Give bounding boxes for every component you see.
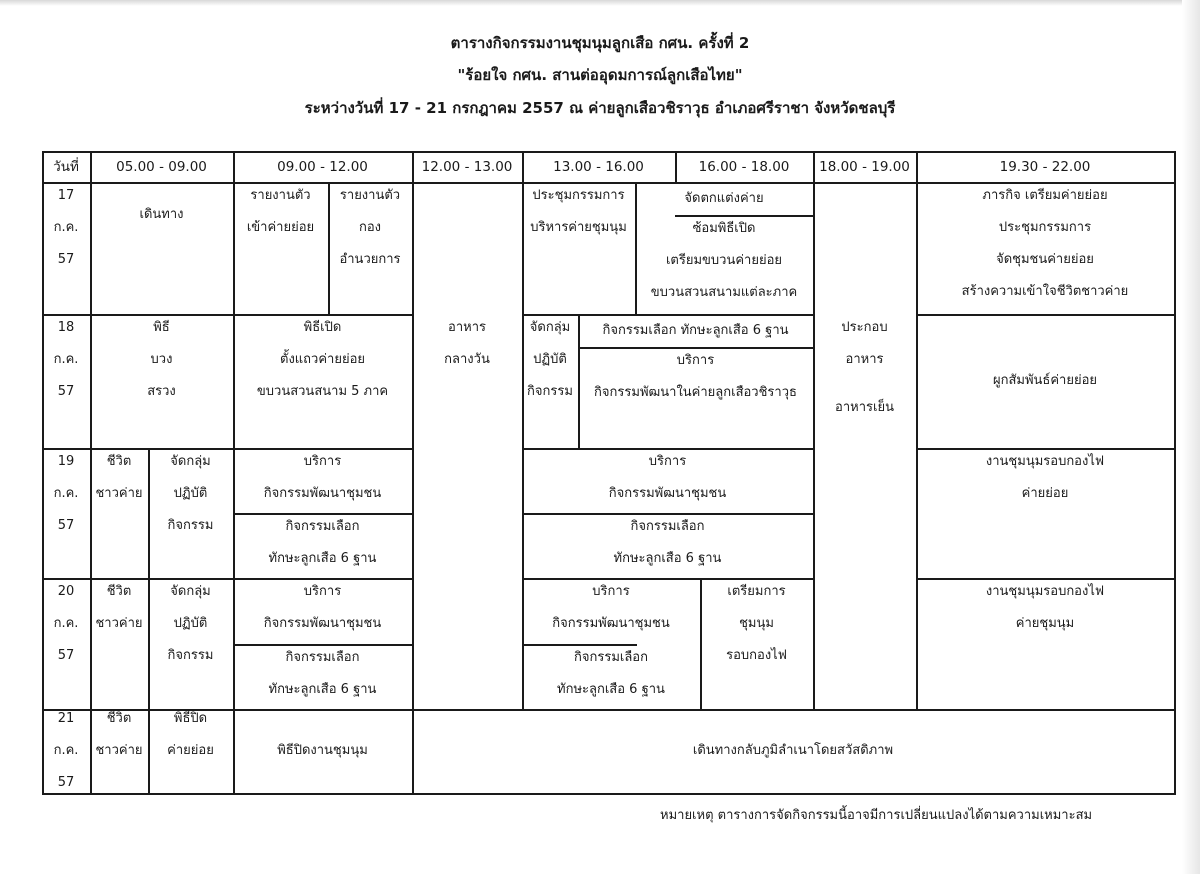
cell-18-elective-line-1: กิจกรรมเลือก ทักษะลูกเสือ 6 ฐาน <box>602 322 789 338</box>
cell-17-report-group-line-1: รายงานตัว <box>339 188 401 203</box>
cell-19-elective-pm-line-2: ทักษะลูกเสือ 6 ฐาน <box>613 551 722 566</box>
hdr-1618 <box>675 151 813 182</box>
cell-17-meeting-line-2: บริหารค่ายชุมนุม <box>530 220 627 235</box>
cell-19-camp-life-line-1: ชีวิต <box>106 454 132 469</box>
cell-18-service-line-1: บริการ <box>676 353 715 368</box>
cell-18-group-activity-line-2: ปฏิบัติ <box>533 352 567 367</box>
cell-19-camp-life-line-2: ชาวค่าย <box>95 486 143 501</box>
document-date-venue: ระหว่างวันที่ 17 - 21 กรกฎาคม 2557 ณ ค่ายลูกเสือวชิราวุธ อำเภอศรีราชา จังหวัดชลบุรี <box>304 99 896 117</box>
cell-19-group-activity <box>148 448 233 578</box>
cell-18-elective <box>578 314 813 347</box>
cell-19-service-pm-line-1: บริการ <box>648 454 687 469</box>
cell-20-elective-am-line-1: กิจกรรมเลือก <box>285 650 360 665</box>
cell-dinner-line-4: อาหารเย็น <box>835 400 894 415</box>
day-20-line-1: 20 <box>57 584 75 599</box>
cell-20-service-pm-line-2: กิจกรรมพัฒนาชุมชน <box>552 616 670 631</box>
document-subtitle: "ร้อยใจ กศน. สานต่ออุดมการณ์ลูกเสือไทย" <box>457 66 743 84</box>
cell-20-group-activity <box>148 578 233 709</box>
cell-lunch-line-1: อาหาร <box>448 320 486 335</box>
cell-19-service-am <box>233 448 412 513</box>
day-18 <box>42 314 90 448</box>
day-19-line-2: ก.ค. <box>53 486 79 501</box>
day-21-line-2: ก.ค. <box>53 743 79 758</box>
cell-17-evening-line-1: ภารกิจ เตรียมค่ายย่อย <box>982 188 1108 203</box>
cell-20-service-pm <box>522 578 700 644</box>
cell-18-relations <box>916 314 1174 448</box>
cell-20-camp-life-line-1: ชีวิต <box>106 584 132 599</box>
cell-dinner <box>813 314 916 448</box>
cell-18-relations-line-1: ผูกสัมพันธ์ค่ายย่อย <box>992 373 1098 388</box>
cell-20-prepare-line-1: เตรียมการ <box>727 584 786 599</box>
cell-21-closing <box>233 709 412 793</box>
day-17-line-3: 57 <box>57 252 75 267</box>
cell-19-service-am-line-2: กิจกรรมพัฒนาชุมชน <box>263 486 382 501</box>
day-20-line-3: 57 <box>57 648 75 663</box>
cell-dinner-line-1: ประกอบ <box>841 320 888 335</box>
cell-19-group-activity-line-3: กิจกรรม <box>167 518 214 533</box>
cell-17-decorate-line-1: จัดตกแต่งค่าย <box>684 190 764 206</box>
cell-20-elective-pm-line-2: ทักษะลูกเสือ 6 ฐาน <box>557 682 665 697</box>
hdr-0912-line-1: 09.00 - 12.00 <box>277 158 368 175</box>
hdr-1922 <box>916 151 1174 182</box>
day-17 <box>42 182 90 314</box>
cell-19-camp-life <box>90 448 148 578</box>
cell-17-evening <box>916 182 1174 314</box>
cell-17-report-group-line-3: อำนวยการ <box>339 252 401 267</box>
cell-17-evening-line-2: ประชุมกรรมการ <box>998 220 1092 235</box>
cell-19-group-activity-line-2: ปฏิบัติ <box>173 486 208 501</box>
cell-17-meeting <box>522 182 635 314</box>
cell-17-meeting-line-1: ประชุมกรรมการ <box>532 188 625 203</box>
hdr-1213 <box>412 151 522 182</box>
day-20-line-2: ก.ค. <box>53 616 79 631</box>
day-17-line-1: 17 <box>57 188 75 203</box>
hdr-0509-line-1: 05.00 - 09.00 <box>116 158 207 175</box>
cell-17-report-group <box>328 182 412 314</box>
cell-21-closing-subcamp-line-2: ค่ายย่อย <box>167 743 214 758</box>
cell-20-prepare-line-2: ชุมนุม <box>739 616 774 631</box>
cell-18-worship-line-3: สรวง <box>147 384 176 399</box>
cell-21-camp-life-line-1: ชีวิต <box>106 711 132 726</box>
day-21-line-3: 57 <box>57 775 75 790</box>
hdr-day <box>42 151 90 182</box>
day-18-line-2: ก.ค. <box>53 352 79 367</box>
cell-17-rehearsal <box>635 215 813 314</box>
cell-18-group-activity-line-3: กิจกรรม <box>527 384 573 399</box>
hdr-1316-line-1: 13.00 - 16.00 <box>553 158 644 175</box>
cell-19-campfire-line-2: ค่ายย่อย <box>1021 486 1069 501</box>
hdr-0912 <box>233 151 412 182</box>
cell-19-service-am-line-1: บริการ <box>303 454 342 469</box>
cell-20-prepare <box>700 578 813 709</box>
cell-18-worship-line-1: พิธี <box>153 320 170 335</box>
cell-17-rehearsal-line-1: ซ้อมพิธีเปิด <box>692 221 756 236</box>
hdr-1922-line-1: 19.30 - 22.00 <box>999 158 1091 175</box>
cell-19-elective-am-line-1: กิจกรรมเลือก <box>285 519 360 534</box>
cell-17-rehearsal-line-2: เตรียมขบวนค่ายย่อย <box>665 253 783 268</box>
cell-19-group-activity-line-1: จัดกลุ่ม <box>170 454 211 469</box>
cell-19-campfire-line-1: งานชุมนุมรอบกองไฟ <box>985 454 1105 469</box>
cell-17-decorate <box>635 182 813 215</box>
cell-20-group-activity-line-3: กิจกรรม <box>167 648 214 663</box>
cell-19-elective-pm <box>522 513 813 578</box>
hdr-1819-line-1: 18.00 - 19.00 <box>819 158 910 175</box>
cell-20-elective-pm <box>522 644 700 709</box>
col-0912 <box>412 151 414 795</box>
cell-21-return-line-1: เดินทางกลับภูมิลำเนาโดยสวัสดิภาพ <box>692 743 894 758</box>
day-19 <box>42 448 90 578</box>
day-19-line-3: 57 <box>57 518 75 533</box>
cell-20-group-activity-line-2: ปฏิบัติ <box>173 616 208 631</box>
cell-17-travel-line-1: เดินทาง <box>139 207 184 222</box>
cell-18-opening <box>233 314 412 448</box>
table-border-bottom <box>42 793 1176 795</box>
cell-19-service-pm <box>522 448 813 513</box>
cell-20-group-activity-line-1: จัดกลุ่ม <box>170 584 211 599</box>
day-17-line-2: ก.ค. <box>53 220 79 235</box>
hdr-1819 <box>813 151 916 182</box>
cell-17-travel <box>90 182 233 248</box>
table-border-right <box>1174 151 1176 795</box>
cell-20-elective-pm-line-1: กิจกรรมเลือก <box>574 650 648 665</box>
hdr-day-line-1: วันที่ <box>53 158 79 175</box>
day-18-line-1: 18 <box>57 320 75 335</box>
cell-20-campfire-line-2: ค่ายชุมนุม <box>1015 616 1075 631</box>
cell-20-camp-life-line-2: ชาวค่าย <box>95 616 143 631</box>
footnote: หมายเหตุ ตารางการจัดกิจกรรมนี้อาจมีการเปลี่ยนแปลงได้ตามความเหมาะสม <box>660 808 1093 823</box>
cell-18-group-activity <box>522 314 578 448</box>
day-20 <box>42 578 90 709</box>
cell-18-opening-line-3: ขบวนสวนสนาม 5 ภาค <box>256 384 389 399</box>
cell-20-service-pm-line-1: บริการ <box>592 584 630 599</box>
cell-18-worship-line-2: บวง <box>150 352 173 367</box>
cell-19-service-pm-line-2: กิจกรรมพัฒนาชุมชน <box>608 486 727 501</box>
cell-18-group-activity-line-1: จัดกลุ่ม <box>529 320 571 335</box>
cell-21-return <box>412 709 1174 793</box>
cell-17-evening-line-3: จัดชุมชนค่ายย่อย <box>996 252 1094 267</box>
cell-21-closing-line-1: พิธีปิดงานชุมนุม <box>277 743 368 758</box>
cell-17-report-subcamp-line-1: รายงานตัว <box>250 188 311 203</box>
cell-21-camp-life <box>90 709 148 793</box>
cell-20-prepare-line-3: รอบกองไฟ <box>726 648 787 663</box>
hdr-1618-line-1: 16.00 - 18.00 <box>698 158 790 175</box>
cell-20-service-am-line-1: บริการ <box>303 584 342 599</box>
cell-17-rehearsal-line-3: ขบวนสวนสนามแต่ละภาค <box>650 285 798 300</box>
cell-20-camp-life <box>90 578 148 709</box>
cell-19-elective-am-line-2: ทักษะลูกเสือ 6 ฐาน <box>268 551 377 566</box>
day-19-line-1: 19 <box>57 454 75 469</box>
day-21-line-1: 21 <box>57 711 75 726</box>
cell-18-service-line-2: กิจกรรมพัฒนาในค่ายลูกเสือวชิราวุธ <box>594 385 797 400</box>
cell-19-campfire <box>916 448 1174 578</box>
document-title: ตารางกิจกรรมงานชุมนุมลูกเสือ กศน. ครั้งที่ 2 <box>450 34 750 52</box>
cell-18-opening-line-1: พิธีเปิด <box>303 320 342 335</box>
cell-17-report-group-line-2: กอง <box>358 220 382 235</box>
cell-20-elective-am-line-2: ทักษะลูกเสือ 6 ฐาน <box>268 682 377 697</box>
day-18-line-3: 57 <box>57 384 75 399</box>
day-21 <box>42 709 90 793</box>
cell-18-worship <box>90 314 233 448</box>
cell-21-closing-subcamp <box>148 709 233 793</box>
cell-19-elective-am <box>233 513 412 578</box>
cell-18-service <box>578 347 813 448</box>
cell-20-campfire-line-1: งานชุมนุมรอบกองไฟ <box>985 584 1105 599</box>
cell-17-evening-line-4: สร้างความเข้าใจชีวิตชาวค่าย <box>961 284 1129 299</box>
cell-21-closing-subcamp-line-1: พิธีปิด <box>173 711 208 726</box>
hdr-1316 <box>522 151 675 182</box>
cell-lunch-line-2: กลางวัน <box>444 352 490 367</box>
cell-19-elective-pm-line-1: กิจกรรมเลือก <box>630 519 705 534</box>
cell-20-campfire <box>916 578 1174 709</box>
cell-17-report-subcamp <box>233 182 328 248</box>
cell-20-elective-am <box>233 644 412 709</box>
cell-lunch <box>412 314 522 448</box>
cell-17-report-subcamp-line-2: เข้าค่ายย่อย <box>246 220 315 235</box>
cell-18-opening-line-2: ตั้งแถวค่ายย่อย <box>280 352 365 367</box>
cell-20-service-am-line-2: กิจกรรมพัฒนาชุมชน <box>263 616 382 631</box>
cell-21-camp-life-line-2: ชาวค่าย <box>95 743 143 758</box>
hdr-1213-line-1: 12.00 - 13.00 <box>421 158 513 175</box>
hdr-0509 <box>90 151 233 182</box>
cell-20-service-am <box>233 578 412 644</box>
cell-dinner-line-2: อาหาร <box>845 352 884 367</box>
